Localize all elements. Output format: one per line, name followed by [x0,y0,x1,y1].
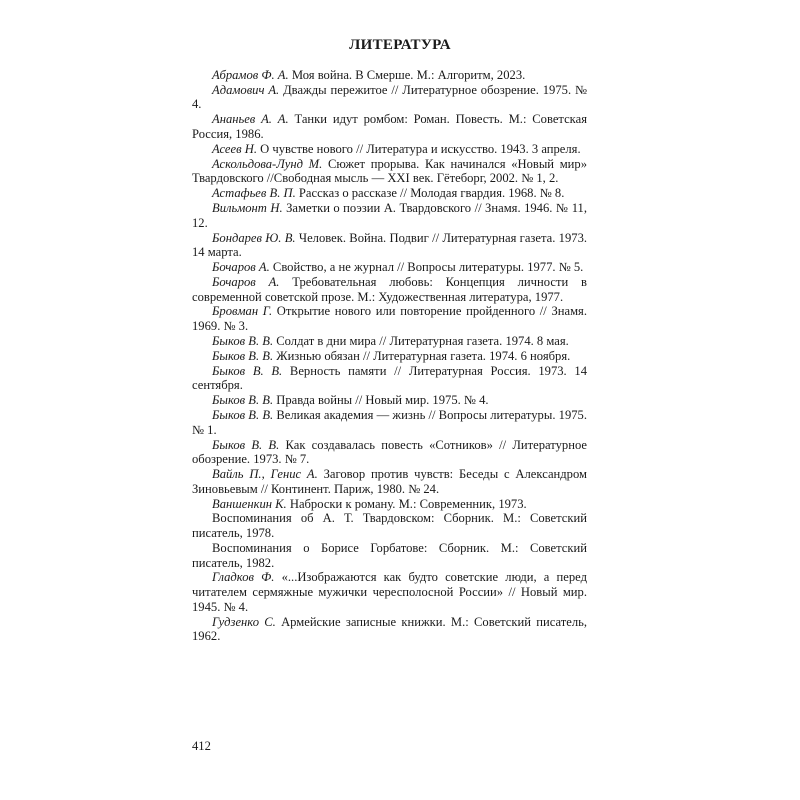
reference-text: Танки идут ромбом: Роман. Повесть. М.: Советская Россия, 1986. [192,112,587,141]
reference-item [192,142,587,157]
reference-author: Быков В. В. [212,333,274,348]
reference-author: Бочаров А. [212,274,280,289]
reference-text: «...Изображаются как будто советские люди, а перед читателем сермяжные мужички чересполосной России» // Новый мир. 1945. № 4. [192,570,588,614]
reference-author: Ананьев А. А. [212,112,289,127]
reference-item [192,408,587,437]
reference-text: Человек. Война. Подвиг // Литературная газета. 1973. 14 марта. [192,230,588,260]
reference-item [192,186,587,201]
reference-author: Вайль П., Генис А. [212,467,318,482]
reference-text: Дважды пережитое // Литературное обозрение. 1975. № 4. [192,82,587,112]
reference-text: Воспоминания о Борисе Горбатове: Сборник. М.: Советский писатель, 1982. [192,540,587,570]
reference-item [192,393,587,408]
reference-item [192,157,587,186]
reference-item [192,231,587,260]
reference-text: Заговор против чувств: Беседы с Александром Зиновьевым // Континент. Париж, 1980. № 24. [192,467,588,496]
reference-item [192,275,587,304]
reference-text: Открытие нового или повторение пройденного // Знамя. 1969. № 3. [192,304,587,334]
reference-text: Рассказ о рассказе // Молодая гвардия. 1968. № 8. [298,186,565,201]
reference-item [192,497,587,512]
reference-author: Быков В. В. [212,437,280,452]
reference-text: Требовательная любовь: Концепция личности в современной советской прозе. М.: Художественная литература, 1977. [192,274,587,304]
reference-author: Асеев Н. [212,141,257,156]
reference-item [192,570,587,614]
reference-text: Сюжет прорыва. Как начинался «Новый мир» Твардовского //Свободная мысль — XXI век. Гётеборг, 2002. № 1, 2. [192,156,587,186]
reference-item [192,615,587,644]
reference-text: О чувстве нового // Литература и искусство. 1943. 3 апреля. [260,141,581,156]
reference-item [192,68,587,83]
reference-list [192,68,587,644]
reference-author: Астафьев В. П. [212,186,296,201]
reference-author: Бочаров А. [212,260,270,275]
reference-text: Правда войны // Новый мир. 1975. № 4. [276,393,489,408]
reference-author: Аскольдова-Лунд М. [212,156,323,171]
reference-text: Армейские записные книжки. М.: Советский писатель, 1962. [192,614,588,644]
reference-item [192,260,587,275]
reference-item [192,364,587,393]
reference-text: Воспоминания об А. Т. Твардовском: Сборник. М.: Советский писатель, 1978. [192,511,587,541]
reference-text: Моя война. В Смерше. М.: Алгоритм, 2023. [291,68,526,82]
reference-author: Быков В. В. [212,363,283,378]
reference-author: Быков В. В. [212,393,274,408]
reference-text: Наброски к роману. М.: Современник, 1973. [289,496,527,511]
reference-author: Абрамов Ф. А. [212,68,289,82]
reference-text: Как создавалась повесть «Сотников» // Литературное обозрение. 1973. № 7. [192,437,587,467]
reference-author: Бровман Г. [212,304,273,319]
reference-item [192,83,587,112]
reference-author: Ваншенкин К. [212,496,287,511]
section-title: ЛИТЕРАТУРА [349,37,451,53]
reference-text: Свойство, а не журнал // Вопросы литературы. 1977. № 5. [272,260,584,275]
reference-item [192,349,587,364]
reference-author: Бондарев Ю. В. [212,230,296,245]
reference-item [192,304,587,333]
reference-item [192,438,587,467]
page-number: 412 [192,739,211,753]
reference-item [192,334,587,349]
reference-author: Быков В. В. [212,408,274,423]
reference-item [192,541,587,570]
reference-item [192,201,587,230]
reference-text: Заметки о поэзии А. Твардовского // Знамя. 1946. № 11, 12. [192,201,588,230]
reference-author: Быков В. В. [212,348,274,363]
reference-item [192,112,587,141]
reference-author: Адамович А. [212,82,280,97]
reference-text: Солдат в дни мира // Литературная газета. 1974. 8 мая. [276,333,569,348]
reference-author: Гладков Ф. [212,570,275,585]
reference-author: Вильмонт Н. [212,201,283,216]
reference-text: Великая академия — жизнь // Вопросы литературы. 1975. № 1. [192,408,587,437]
reference-item [192,467,587,496]
reference-text: Жизнью обязан // Литературная газета. 1974. 6 ноября. [276,348,571,363]
reference-text: Верность памяти // Литературная Россия. 1973. 14 сентября. [192,363,587,393]
reference-item [192,511,587,540]
reference-author: Гудзенко С. [212,614,276,629]
